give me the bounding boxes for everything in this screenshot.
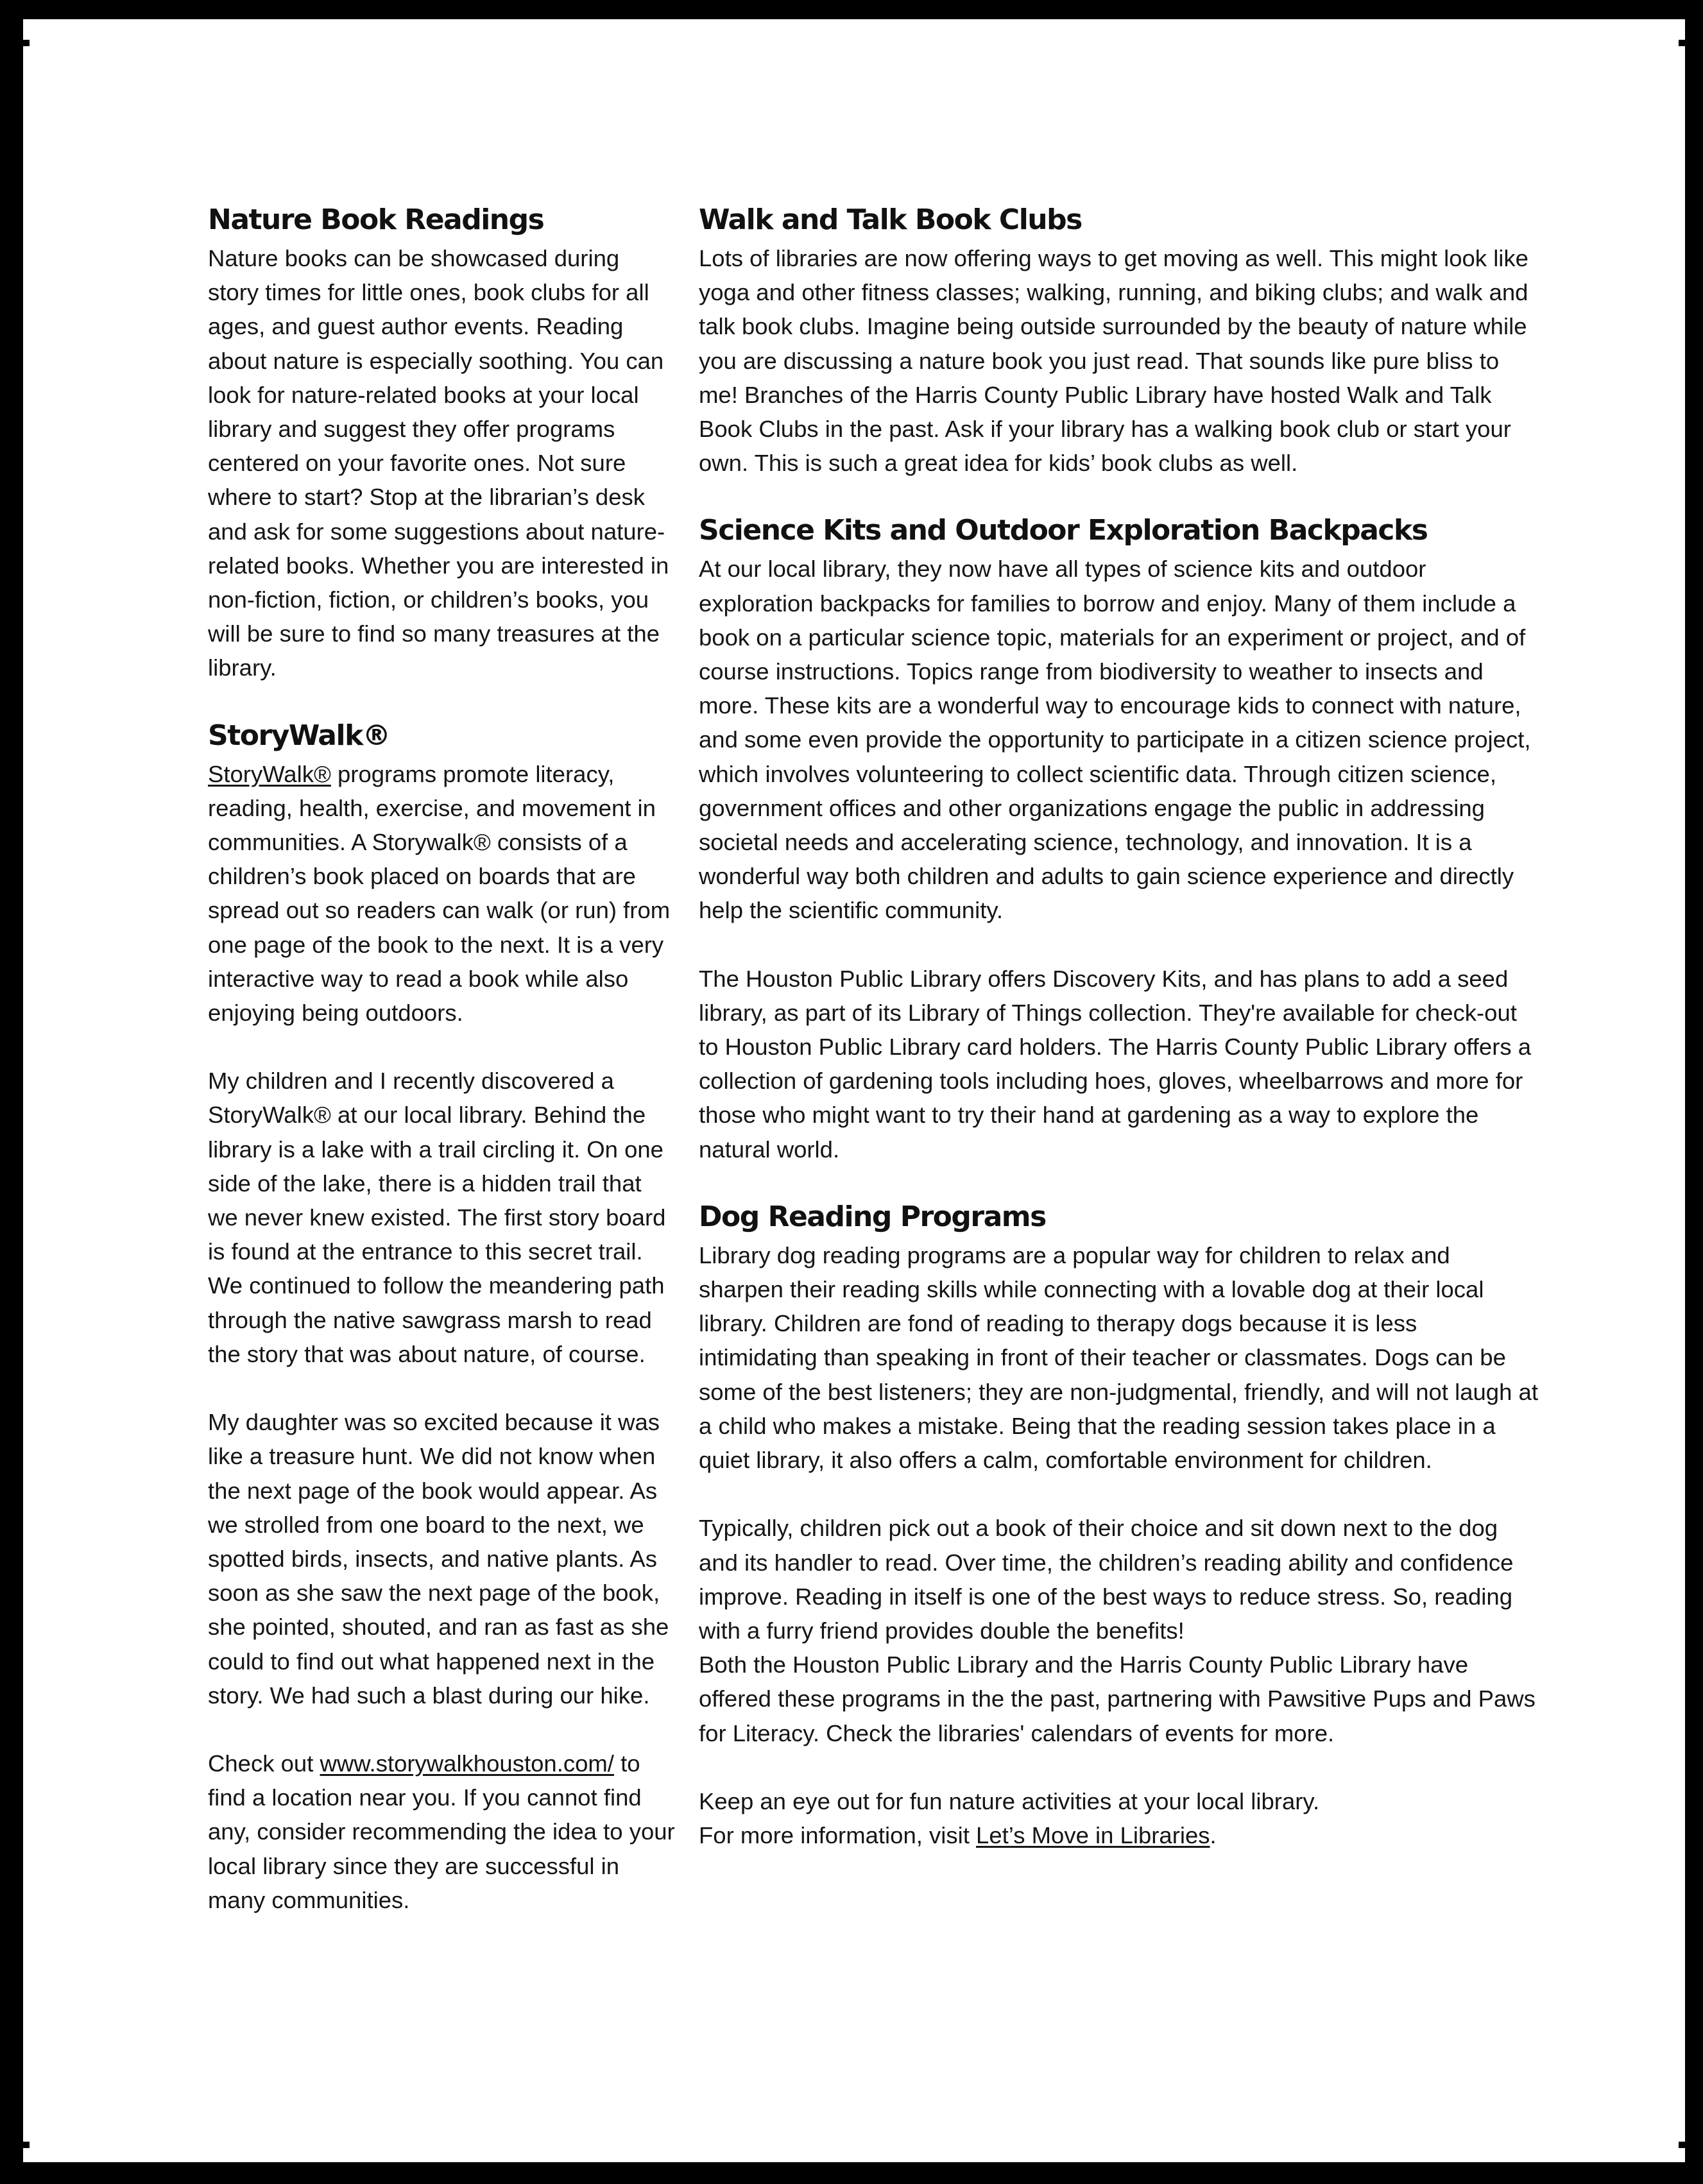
lets-move-in-libraries-link[interactable]: Let’s Move in Libraries [976,1821,1210,1848]
paragraph-text: Typically, children pick out a book of their choice and sit down next to the dog and its handler to read. Over time, the children’s reading ability and confidence improve. Reading in itself is one of the best ways to reduce stress. So, reading with a furry friend provides double the benefits! [699,1515,1514,1644]
paragraph: The Houston Public Library offers Discovery Kits, and has plans to add a seed library, as part of its Library of Things collection. They're available for check-out to Houston Public Library card holders. The Harris County Public Library offers a collection of gardening tools including hoes, gloves, wheelbarrows and more for those who might want to try their hand at gardening as a way to explore the natural world. [699,965,1532,1163]
paragraph-text: For more information, visit [699,1821,977,1848]
paragraph: My children and I recently discovered a StoryWalk® at our local library. Behind the library is a lake with a trail circling it. On one side of the lake, there is a hidden trail that we never knew existed. The first story board is found at the entrance to this secret trail. We continued to follow the meandering path through the native sawgrass marsh to read the story that was about nature, of course. [208,1068,666,1367]
paragraph: Lots of libraries are now offering ways to get moving as well. This might look like yoga and other fitness classes; walking, running, and biking clubs; and walk and talk book clubs. Imagine being outside surrounded by the beauty of nature while you are discussing a nature book you just read. That sounds like pure bliss to me! Branches of the Harris County Public Library have hosted Walk and Talk Book Clubs in the past. Ask if your library has a walking book club or start your own. This is such a great idea for kids’ book clubs as well. [699,245,1528,477]
paragraph [208,1746,676,1917]
paragraph [699,1511,1539,1750]
section-heading: Walk and Talk Book Clubs [699,203,1082,236]
section-science-kits [699,511,1539,1166]
section-heading: Dog Reading Programs [699,1200,1046,1233]
section-nature-book-readings [208,200,676,685]
paragraph: Nature books can be showcased during story times for little ones, book clubs for all ages, and guest author events. Reading about nature is especially soothing. You can look for nature-related books at your local library and suggest they offer programs centered on your favorite ones. Not sure where to start? Stop at the librarian’s desk and ask for some suggestions about nature-related books. Whether you are interested in non-fiction, fiction, or children’s books, you will be sure to find so many treasures at the library. [208,245,669,681]
section-heading: StoryWalk® [208,719,390,752]
section-storywalk [208,716,676,1917]
paragraph-text: Check out [208,1750,320,1777]
corner-mark [1679,40,1685,46]
document-page [23,19,1685,2162]
section-dog-reading [699,1197,1539,1852]
paragraph: At our local library, they now have all types of science kits and outdoor exploration backpacks for families to borrow and enjoy. Many of them include a book on a particular science topic, materials for an experiment or project, and of course instructions. Topics range from biodiversity to weather to insects and more. These kits are a wonderful way to encourage kids to connect with nature, and some even provide the opportunity to participate in a citizen science project, which involves volunteering to collect scientific data. Through citizen science, government offices and other organizations engage the public in addressing societal needs and accelerating science, technology, and innovation. It is a wonderful way both children and adults to gain science experience and directly help the scientific community. [699,556,1531,924]
section-walk-and-talk [699,200,1539,480]
paragraph [699,1784,1539,1852]
paragraph: Library dog reading programs are a popular way for children to relax and sharpen their reading skills while connecting with a lovable dog at their local library. Children are fond of reading to therapy dogs because it is less intimidating than speaking in front of their teacher or classmates. Dogs can be some of the best listeners; they are non-judgmental, friendly, and will not laugh at a child who makes a mistake. Being that the reading session takes place in a quiet library, it also offers a calm, comfortable environment for children. [699,1241,1538,1474]
corner-mark [23,2142,30,2148]
paragraph-text: programs promote literacy, reading, health, exercise, and movement in communities. A Storywalk® consists of a children’s book placed on boards that are spread out so readers can walk (or run) from one page of the book to the next. It is a very interactive way to read a book while also enjoying being outdoors. [208,760,671,1027]
storywalkhouston-link[interactable]: www.storywalkhouston.com/ [320,1750,614,1777]
paragraph [208,757,676,1030]
paragraph-text: . [1210,1821,1217,1848]
corner-mark [23,40,30,46]
storywalk-link[interactable]: StoryWalk® [208,760,331,787]
left-column [208,200,676,1917]
paragraph-text: Both the Houston Public Library and the Harris County Public Library have offered these programs in the the past, partnering with Pawsitive Pups and Paws for Literacy. Check the libraries' calendars of events for more. [699,1651,1536,1746]
corner-mark [1679,2142,1685,2148]
paragraph-text: Keep an eye out for fun nature activities at your local library. [699,1787,1320,1814]
right-column [699,200,1539,1852]
paragraph-text: to find a location near you. If you cannot find any, consider recommending the idea to your local library since they are successful in many communities. [208,1750,675,1913]
section-heading: Nature Book Readings [208,203,544,236]
paragraph: My daughter was so excited because it was like a treasure hunt. We did not know when the next page of the book would appear. As we strolled from one board to the next, we spotted birds, insects, and native plants. As soon as she saw the next page of the book, she pointed, shouted, and ran as fast as she could to find out what happened next in the story. We had such a blast during our hike. [208,1409,669,1709]
section-heading: Science Kits and Outdoor Exploration Backpacks [699,514,1428,547]
